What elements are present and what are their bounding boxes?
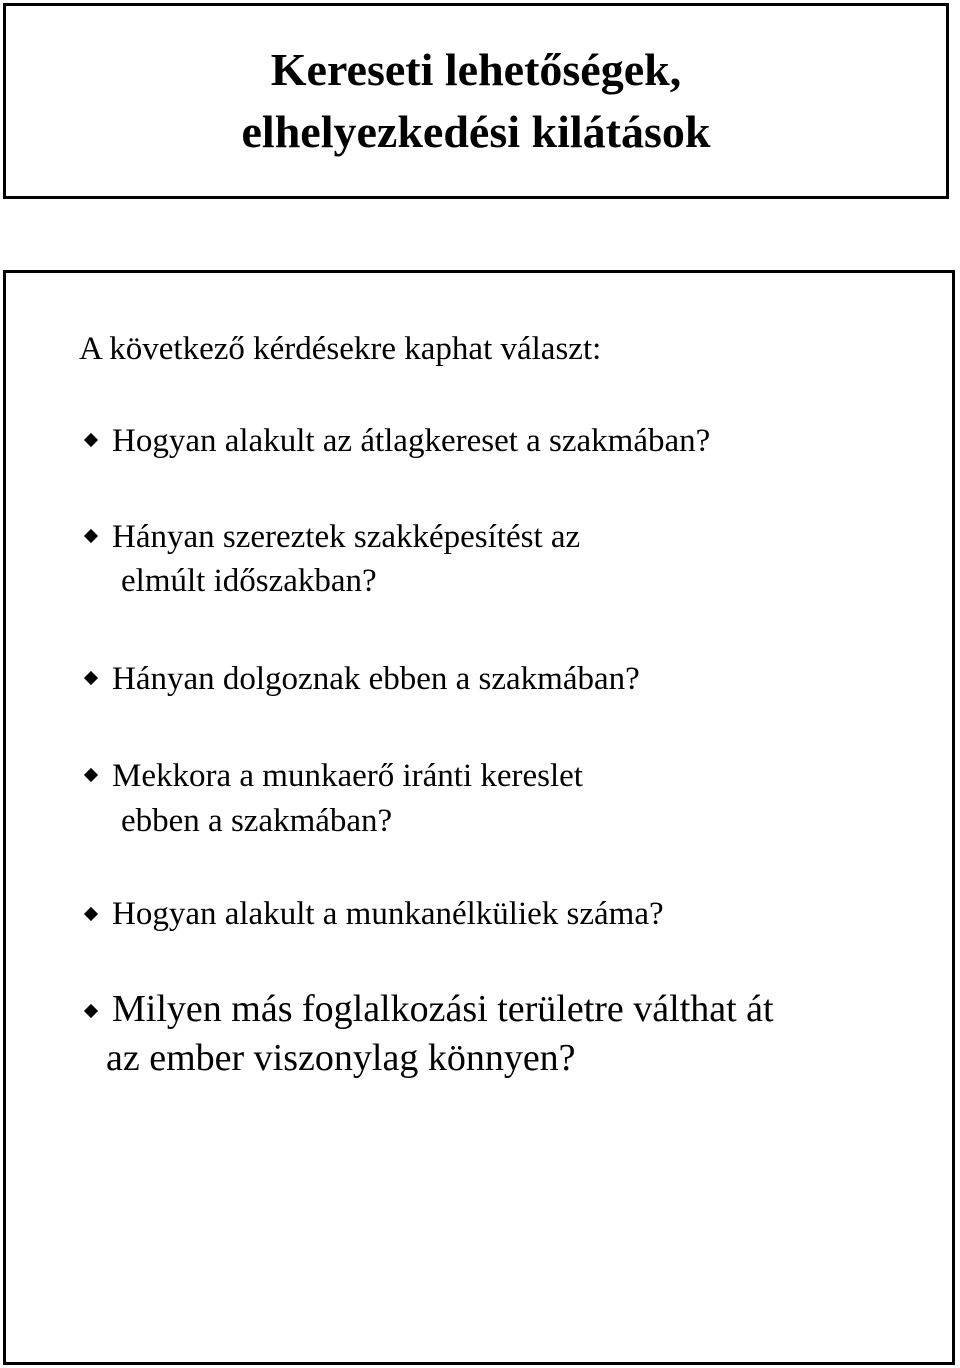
- diamond-bullet-icon: [84, 671, 98, 685]
- title-line-2: elhelyezkedési kilátások: [241, 106, 711, 157]
- diamond-bullet-icon: [84, 768, 98, 782]
- diamond-bullet-icon: [84, 433, 98, 447]
- question-text: Hányan szereztek szakképesítést az: [112, 519, 581, 555]
- title-box: [3, 3, 949, 199]
- question-text: Hogyan alakult az átlagkereset a szakmában?: [112, 423, 711, 459]
- question-text: Hogyan alakult a munkanélküliek száma?: [112, 896, 664, 932]
- diamond-bullet-icon: [84, 529, 98, 543]
- question-text: Milyen más foglalkozási területre válthat át: [112, 988, 774, 1030]
- question-text-continued: elmúlt időszakban?: [121, 563, 377, 599]
- title-line-1: Kereseti lehetőségek,: [270, 44, 682, 95]
- diamond-bullet-icon: [84, 907, 98, 921]
- question-text-continued: az ember viszonylag könnyen?: [106, 1037, 576, 1079]
- question-text-continued: ebben a szakmában?: [121, 803, 393, 839]
- diamond-bullet-icon: [84, 1004, 98, 1018]
- content-box: [3, 270, 955, 1365]
- question-text: Hányan dolgoznak ebben a szakmában?: [112, 661, 640, 697]
- intro-text: A következő kérdésekre kaphat választ:: [79, 331, 602, 367]
- question-text: Mekkora a munkaerő iránti kereslet: [112, 758, 583, 794]
